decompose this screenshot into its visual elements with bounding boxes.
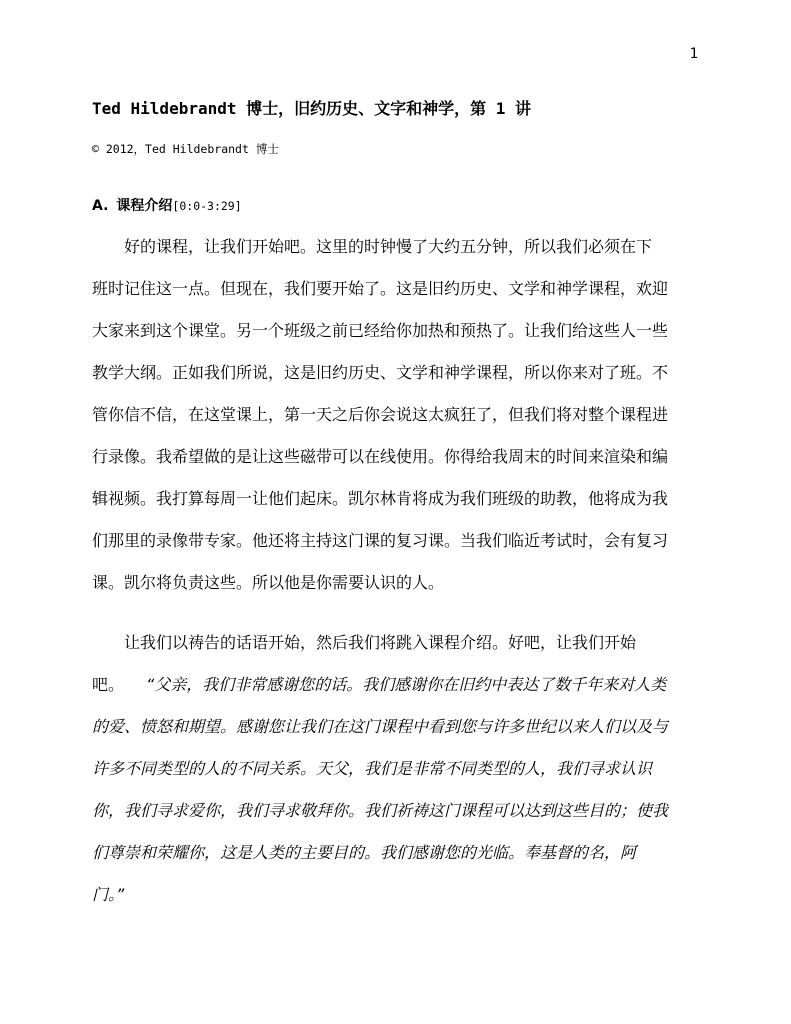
prayer-line: 门。” <box>92 885 125 904</box>
lecture-title: Ted Hildebrandt 博士，旧约历史、文字和神学，第 1 讲 <box>92 99 532 118</box>
paragraph-line: 班时记住这一点。但现在，我们要开始了。这是旧约历史、文学和神学课程，欢迎 <box>92 279 669 298</box>
copyright-line: © 2012，Ted Hildebrandt 博士 <box>92 142 279 156</box>
prayer-quote-start: “父亲，我们非常感谢您的话。我们感谢你在旧约中表达了数千年来对人类 <box>146 675 667 694</box>
paragraph-intro <box>92 226 698 604</box>
paragraph-line: 好的课程，让我们开始吧。这里的时钟慢了大约五分钟，所以我们必须在下 <box>124 237 653 256</box>
prayer-intro-text: 吧。 <box>92 675 125 694</box>
paragraph-line: 行录像。我希望做的是让这些磁带可以在线使用。你得给我周末的时间来渲染和编 <box>92 447 669 466</box>
paragraph-prayer <box>92 622 698 916</box>
prayer-line: 们尊崇和荣耀你，这是人类的主要目的。我们感谢您的光临。奉基督的名，阿 <box>92 843 637 862</box>
section-timestamp: [0:0-3:29] <box>172 199 242 213</box>
paragraph-line: 课。凯尔将负责这些。所以他是你需要认识的人。 <box>92 573 445 592</box>
paragraph-line: 辑视频。我打算每周一让他们起床。凯尔林肯将成为我们班级的助教，他将成为我 <box>92 489 669 508</box>
paragraph-line: 管你信不信，在这堂课上，第一天之后你会说这太疯狂了，但我们将对整个课程进 <box>92 405 669 424</box>
paragraph-line: 大家来到这个课堂。另一个班级之前已经给你加热和预热了。让我们给这些人一些 <box>92 321 669 340</box>
paragraph-line: 让我们以祷告的话语开始，然后我们将跳入课程介绍。好吧，让我们开始 <box>124 633 637 652</box>
prayer-line: 的爱、愤怒和期望。感谢您让我们在这门课程中看到您与许多世纪以来人们以及与 <box>92 717 669 736</box>
prayer-line: 你，我们寻求爱你，我们寻求敬拜你。我们祈祷这门课程可以达到这些目的；使我 <box>92 801 669 820</box>
section-letter: A. <box>92 198 109 214</box>
section-heading <box>92 196 242 216</box>
section-label: 课程介绍 <box>116 198 173 214</box>
paragraph-line: 们那里的录像带专家。他还将主持这门课的复习课。当我们临近考试时，会有复习 <box>92 531 669 550</box>
prayer-line: 许多不同类型的人的不同关系。天父，我们是非常不同类型的人，我们寻求认识 <box>92 759 653 778</box>
paragraph-line: 教学大纲。正如我们所说，这是旧约历史、文学和神学课程，所以你来对了班。不 <box>92 363 669 382</box>
page-number: 1 <box>689 46 698 62</box>
paragraph-line <box>92 664 698 706</box>
